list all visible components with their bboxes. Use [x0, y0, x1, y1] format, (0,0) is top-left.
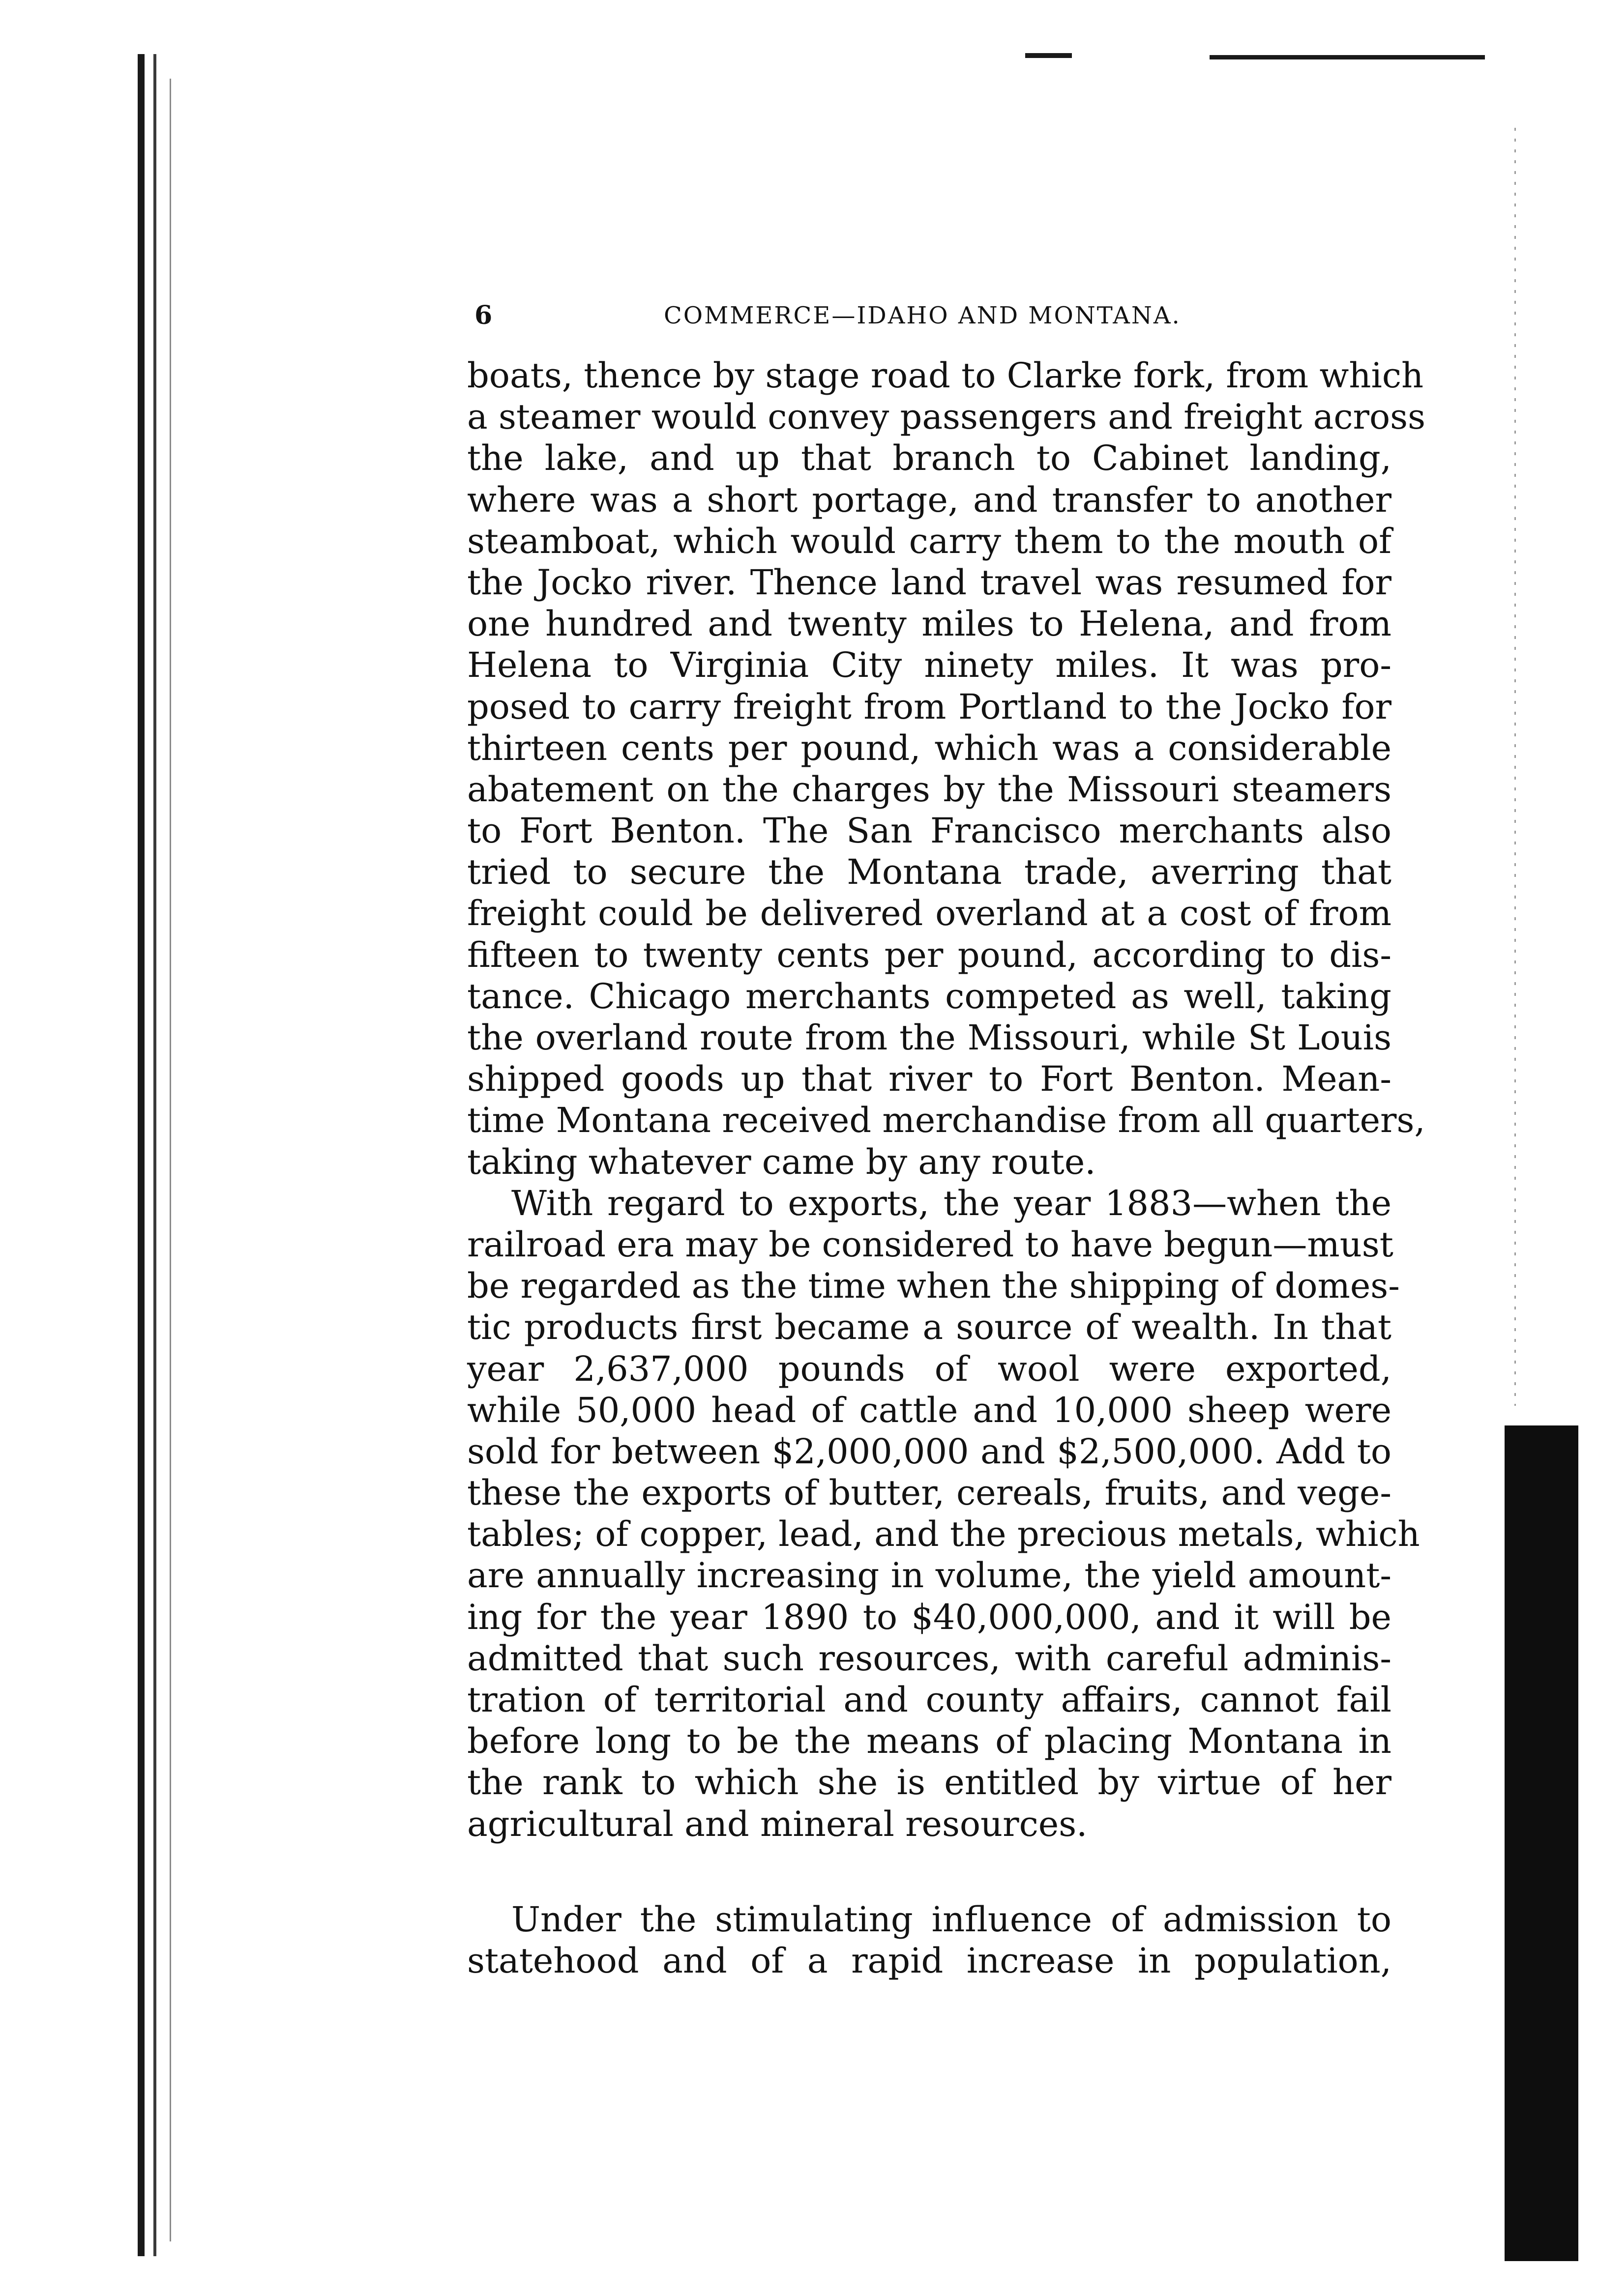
text-line: fifteen to twenty cents per pound, according to dis- — [467, 934, 1391, 975]
text-line: freight could be delivered overland at a cost of from — [467, 893, 1391, 934]
text-line: the Jocko river. Thence land travel was resumed for — [467, 562, 1391, 603]
text-line: boats, thence by stage road to Clarke fork, from which — [467, 355, 1424, 396]
text-line: tried to secure the Montana trade, averring that — [467, 852, 1391, 893]
text-line: time Montana received merchandise from all quarters, — [467, 1100, 1425, 1141]
text-line: where was a short portage, and transfer to another — [467, 479, 1391, 520]
text-line: admitted that such resources, with careful adminis- — [467, 1638, 1391, 1679]
text-line: tance. Chicago merchants competed as well, taking — [467, 976, 1391, 1017]
text-line: the rank to which she is entitled by virtue of her — [467, 1762, 1391, 1803]
text-line: tration of territorial and county affairs, cannot fail — [467, 1680, 1391, 1720]
scan-speckle-right — [1514, 128, 1516, 1406]
text-line: tables; of copper, lead, and the precious metals, which — [467, 1514, 1420, 1555]
text-line: a steamer would convey passengers and freight across — [467, 397, 1425, 437]
body-text — [467, 355, 1425, 1981]
text-line: to Fort Benton. The San Francisco merchants also — [467, 811, 1391, 851]
text-line: Under the stimulating influence of admission to — [511, 1899, 1391, 1940]
text-line: thirteen cents per pound, which was a considerable — [467, 727, 1391, 768]
scan-dark-band-right — [1505, 1425, 1578, 2261]
page-number: 6 — [474, 300, 493, 330]
text-line: posed to carry freight from Portland to the Jocko for — [467, 686, 1391, 727]
text-line: ing for the year 1890 to $40,000,000, and it will be — [467, 1597, 1391, 1637]
paragraph-gap — [467, 1845, 1391, 1899]
text-line: are annually increasing in volume, the yield amount- — [467, 1555, 1391, 1596]
text-line: Helena to Virginia City ninety miles. It was pro- — [467, 645, 1391, 686]
text-line: while 50,000 head of cattle and 10,000 sheep were — [467, 1390, 1391, 1430]
paragraph-1 — [467, 355, 1425, 1183]
text-line: shipped goods up that river to Fort Benton. Mean- — [467, 1059, 1391, 1100]
text-line: agricultural and mineral resources. — [467, 1803, 1088, 1844]
text-line: year 2,637,000 pounds of wool were exported, — [467, 1348, 1391, 1389]
scan-mark-top-left — [1025, 53, 1072, 58]
text-line: be regarded as the time when the shipping of domes- — [467, 1266, 1400, 1307]
binding-edge-line — [153, 54, 156, 2256]
scan-mark-top-right — [1210, 55, 1485, 59]
text-line: the overland route from the Missouri, while St Louis — [467, 1017, 1391, 1058]
running-head — [474, 296, 1409, 335]
paragraph-2 — [467, 1183, 1420, 1845]
text-line: these the exports of butter, cereals, fruits, and vege- — [467, 1473, 1391, 1513]
binding-edge-shadow — [138, 54, 145, 2256]
text-line: railroad era may be considered to have begun—must — [467, 1224, 1393, 1265]
text-line: sold for between $2,000,000 and $2,500,000. Add to — [467, 1431, 1391, 1472]
text-line: one hundred and twenty miles to Helena, and from — [467, 604, 1391, 644]
running-title: COMMERCE—IDAHO AND MONTANA. — [664, 302, 1181, 329]
text-line: taking whatever came by any route. — [467, 1141, 1096, 1182]
text-line: With regard to exports, the year 1883—when the — [511, 1183, 1391, 1223]
binding-edge-faint-line — [170, 79, 171, 2241]
text-line: tic products first became a source of wealth. In that — [467, 1307, 1391, 1348]
paragraph-3 — [467, 1899, 1391, 1981]
text-line: abatement on the charges by the Missouri steamers — [467, 769, 1391, 810]
text-line: statehood and of a rapid increase in population, — [467, 1940, 1391, 1981]
text-line: steamboat, which would carry them to the mouth of — [467, 521, 1391, 561]
text-line: the lake, and up that branch to Cabinet landing, — [467, 438, 1391, 479]
text-line: before long to be the means of placing Montana in — [467, 1721, 1391, 1762]
